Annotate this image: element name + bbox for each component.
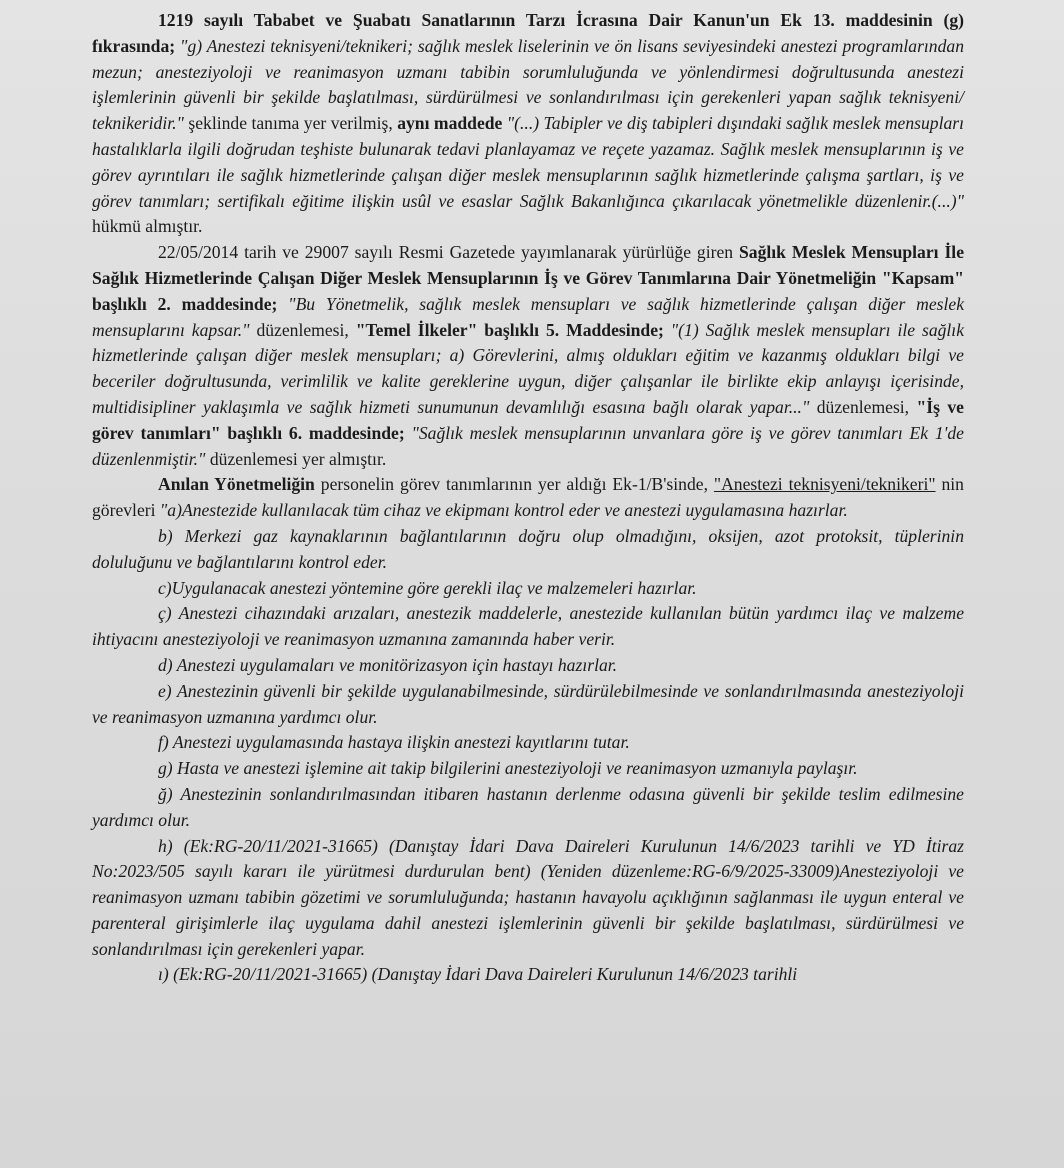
law-reference: 1219 sayılı Tababet ve Şuabatı Sanatlarının Tarzı İcrasına Dair Kanun'un Ek 13. maddesinin (g) fıkrasında;	[92, 10, 964, 56]
quote-principles: "(1) Sağlık meslek mensupları ile sağlık hizmetlerinde çalışan diğer meslek mensupları; a) Görevlerini, almış oldukları eğitim ve kazanmış oldukları bilgi ve beceriler doğrultusunda, verimlilik ve kalite gereklerine uygun, diğer çalışanlar ile birlikte ekip anlayışı içerisinde, multidisipliner yaklaşımla ve sağlık hizmeti sunumunun devamlılığı esasına bağlı olarak yapar..."	[92, 319, 965, 417]
annex-text-2: nin görevleri	[92, 474, 964, 521]
quote-definition: "g) Anestezi teknisyeni/teknikeri; sağlık meslek liselerinin ve ön lisans seviyesindeki anestezi programlarından mezun; anesteziyoloji ve reanimasyon uzmanı tabibin sorumluluğunda ve yönlendirmesi doğrultusunda anestezi işlemlerinin güvenli bir şekilde başlatılması, sürdürülmesi ve sonlandırılması için gerekenleri yapan sağlık teknisyeni/ teknikeridir."	[92, 35, 964, 134]
duty-item-e: e) Anestezinin güvenli bir şekilde uygulanabilmesinde, sürdürülebilmesinde ve sonlandırılmasında anesteziyoloji ve reanimasyon uzmanına yardımcı olur.	[92, 680, 964, 727]
duty-item-i-dotless: ı) (Ek:RG-20/11/2021-31665) (Danıştay İdari Dava Daireleri Kurulunun 14/6/2023 tarihli	[158, 964, 798, 985]
principles-heading: "Temel İlkeler" başlıklı 5. Maddesinde;	[355, 319, 664, 340]
closing-text: hükmü almıştır.	[92, 216, 203, 237]
duty-item-a: "a)Anestezide kullanılacak tüm cihaz ve ekipmanı kontrol eder ve anestezi uygulamasına hazırlar.	[159, 500, 848, 521]
paragraph-annex	[92, 472, 964, 524]
duty-item-g: g) Hasta ve anestezi işlemine ait takip bilgilerini anesteziyoloji ve reanimasyon uzmanıyla paylaşır.	[158, 758, 858, 779]
duty-item-b: b) Merkezi gaz kaynaklarının bağlantılarının doğru olup olmadığını, oksijen, azot protoksit, tüplerinin doluluğunu ve bağlantılarını kontrol eder.	[92, 525, 964, 572]
closing-text: düzenlemesi yer almıştır.	[205, 448, 387, 469]
duty-item-d: d) Anestezi uygulamaları ve monitörizasyon için hastayı hazırlar.	[158, 654, 618, 675]
duty-item-g-breve: ğ) Anestezinin sonlandırılmasından itibaren hastanın derlenme odasına güvenli bir şekilde teslim edilmesine yardımcı olur.	[92, 783, 964, 830]
paragraph-law-definition	[92, 8, 964, 240]
gazette-reference: 22/05/2014 tarih ve 29007 sayılı Resmi Gazetede yayımlanarak yürürlüğe giren	[158, 242, 740, 263]
connector-text: şeklinde tanıma yer verilmiş,	[183, 113, 398, 134]
same-article-label: aynı maddede	[397, 113, 503, 134]
quote-scope: "Bu Yönetmelik, sağlık meslek mensupları ve sağlık hizmetlerinde çalışan diğer meslek mensuplarını kapsar."	[92, 293, 964, 340]
duty-item-h: h) (Ek:RG-20/11/2021-31665) (Danıştay İdari Dava Daireleri Kurulunun 14/6/2023 tarihli ve YD İtiraz No:2023/505 sayılı kararı ile yürütmesi durdurulan bent) (Yeniden düzenleme:RG-6/9/2025-33009)Anesteziyoloji ve reanimasyon uzmanı tabibin gözetimi ve sorumluluğunda; hastanın havayolu açıklığının sağlanması ile uygun enteral ve parenteral girişimlerle ilaç uygulama dahil anestezi işlemlerinin güvenli bir şekilde başlatılması, sürdürülmesi ve sonlandırılması için gerekenleri yapar.	[92, 835, 964, 959]
connector-text: düzenlemesi,	[809, 396, 917, 417]
quote-duties: "Sağlık meslek mensuplarının unvanlara göre iş ve görev tanımları Ek 1'de düzenlenmiştir."	[92, 422, 964, 469]
regulation-reference: Anılan Yönetmeliğin	[158, 474, 315, 495]
regulation-title: Sağlık Meslek Mensupları İle Sağlık Hizmetlerinde Çalışan Diğer Meslek Mensuplarının İş ve Görev Tanımlarına Dair Yönetmeliğin "Kapsam" başlıklı 2. maddesinde;	[92, 242, 965, 314]
annex-text: personelin görev tanımlarının yer aldığı Ek-1/B'sinde,	[314, 474, 714, 495]
duty-item-f: f) Anestezi uygulamasında hastaya ilişkin anestezi kayıtlarını tutar.	[158, 732, 630, 753]
job-title-underlined: "Anestezi teknisyeni/teknikeri"	[713, 474, 936, 495]
quote-same-article: "(...) Tabipler ve diş tabipleri dışındaki sağlık meslek mensupları hastalıklarla ilgili doğrudan teşhiste bulunarak tedavi planlayamaz ve reçete yazamaz. Sağlık meslek mensuplarının iş ve görev ayrıntıları ile sağlık hizmetlerinde çalışan diğer meslek mensuplarının sağlık hizmetlerinde çalışma şartları, iş ve görev tanımları; sertifikalı eğitime ilişkin usûl ve esaslar Sağlık Bakanlığınca çıkarılacak yönetmelikle düzenlenir.(...)"	[92, 113, 964, 211]
connector-text: düzenlemesi,	[249, 319, 356, 340]
duty-item-c-cedilla: ç) Anestezi cihazındaki arızaları, anestezik maddelerle, anestezide kullanılan bütün yardımcı ilaç ve malzeme ihtiyacını anesteziyoloji ve reanimasyon uzmanına zamanında haber verir.	[92, 603, 964, 650]
duty-item-c: c)Uygulanacak anestezi yöntemine göre gerekli ilaç ve malzemeleri hazırlar.	[158, 577, 697, 598]
paragraph-regulation	[92, 240, 964, 472]
duties-heading: "İş ve görev tanımları" başlıklı 6. maddesinde;	[92, 396, 964, 443]
